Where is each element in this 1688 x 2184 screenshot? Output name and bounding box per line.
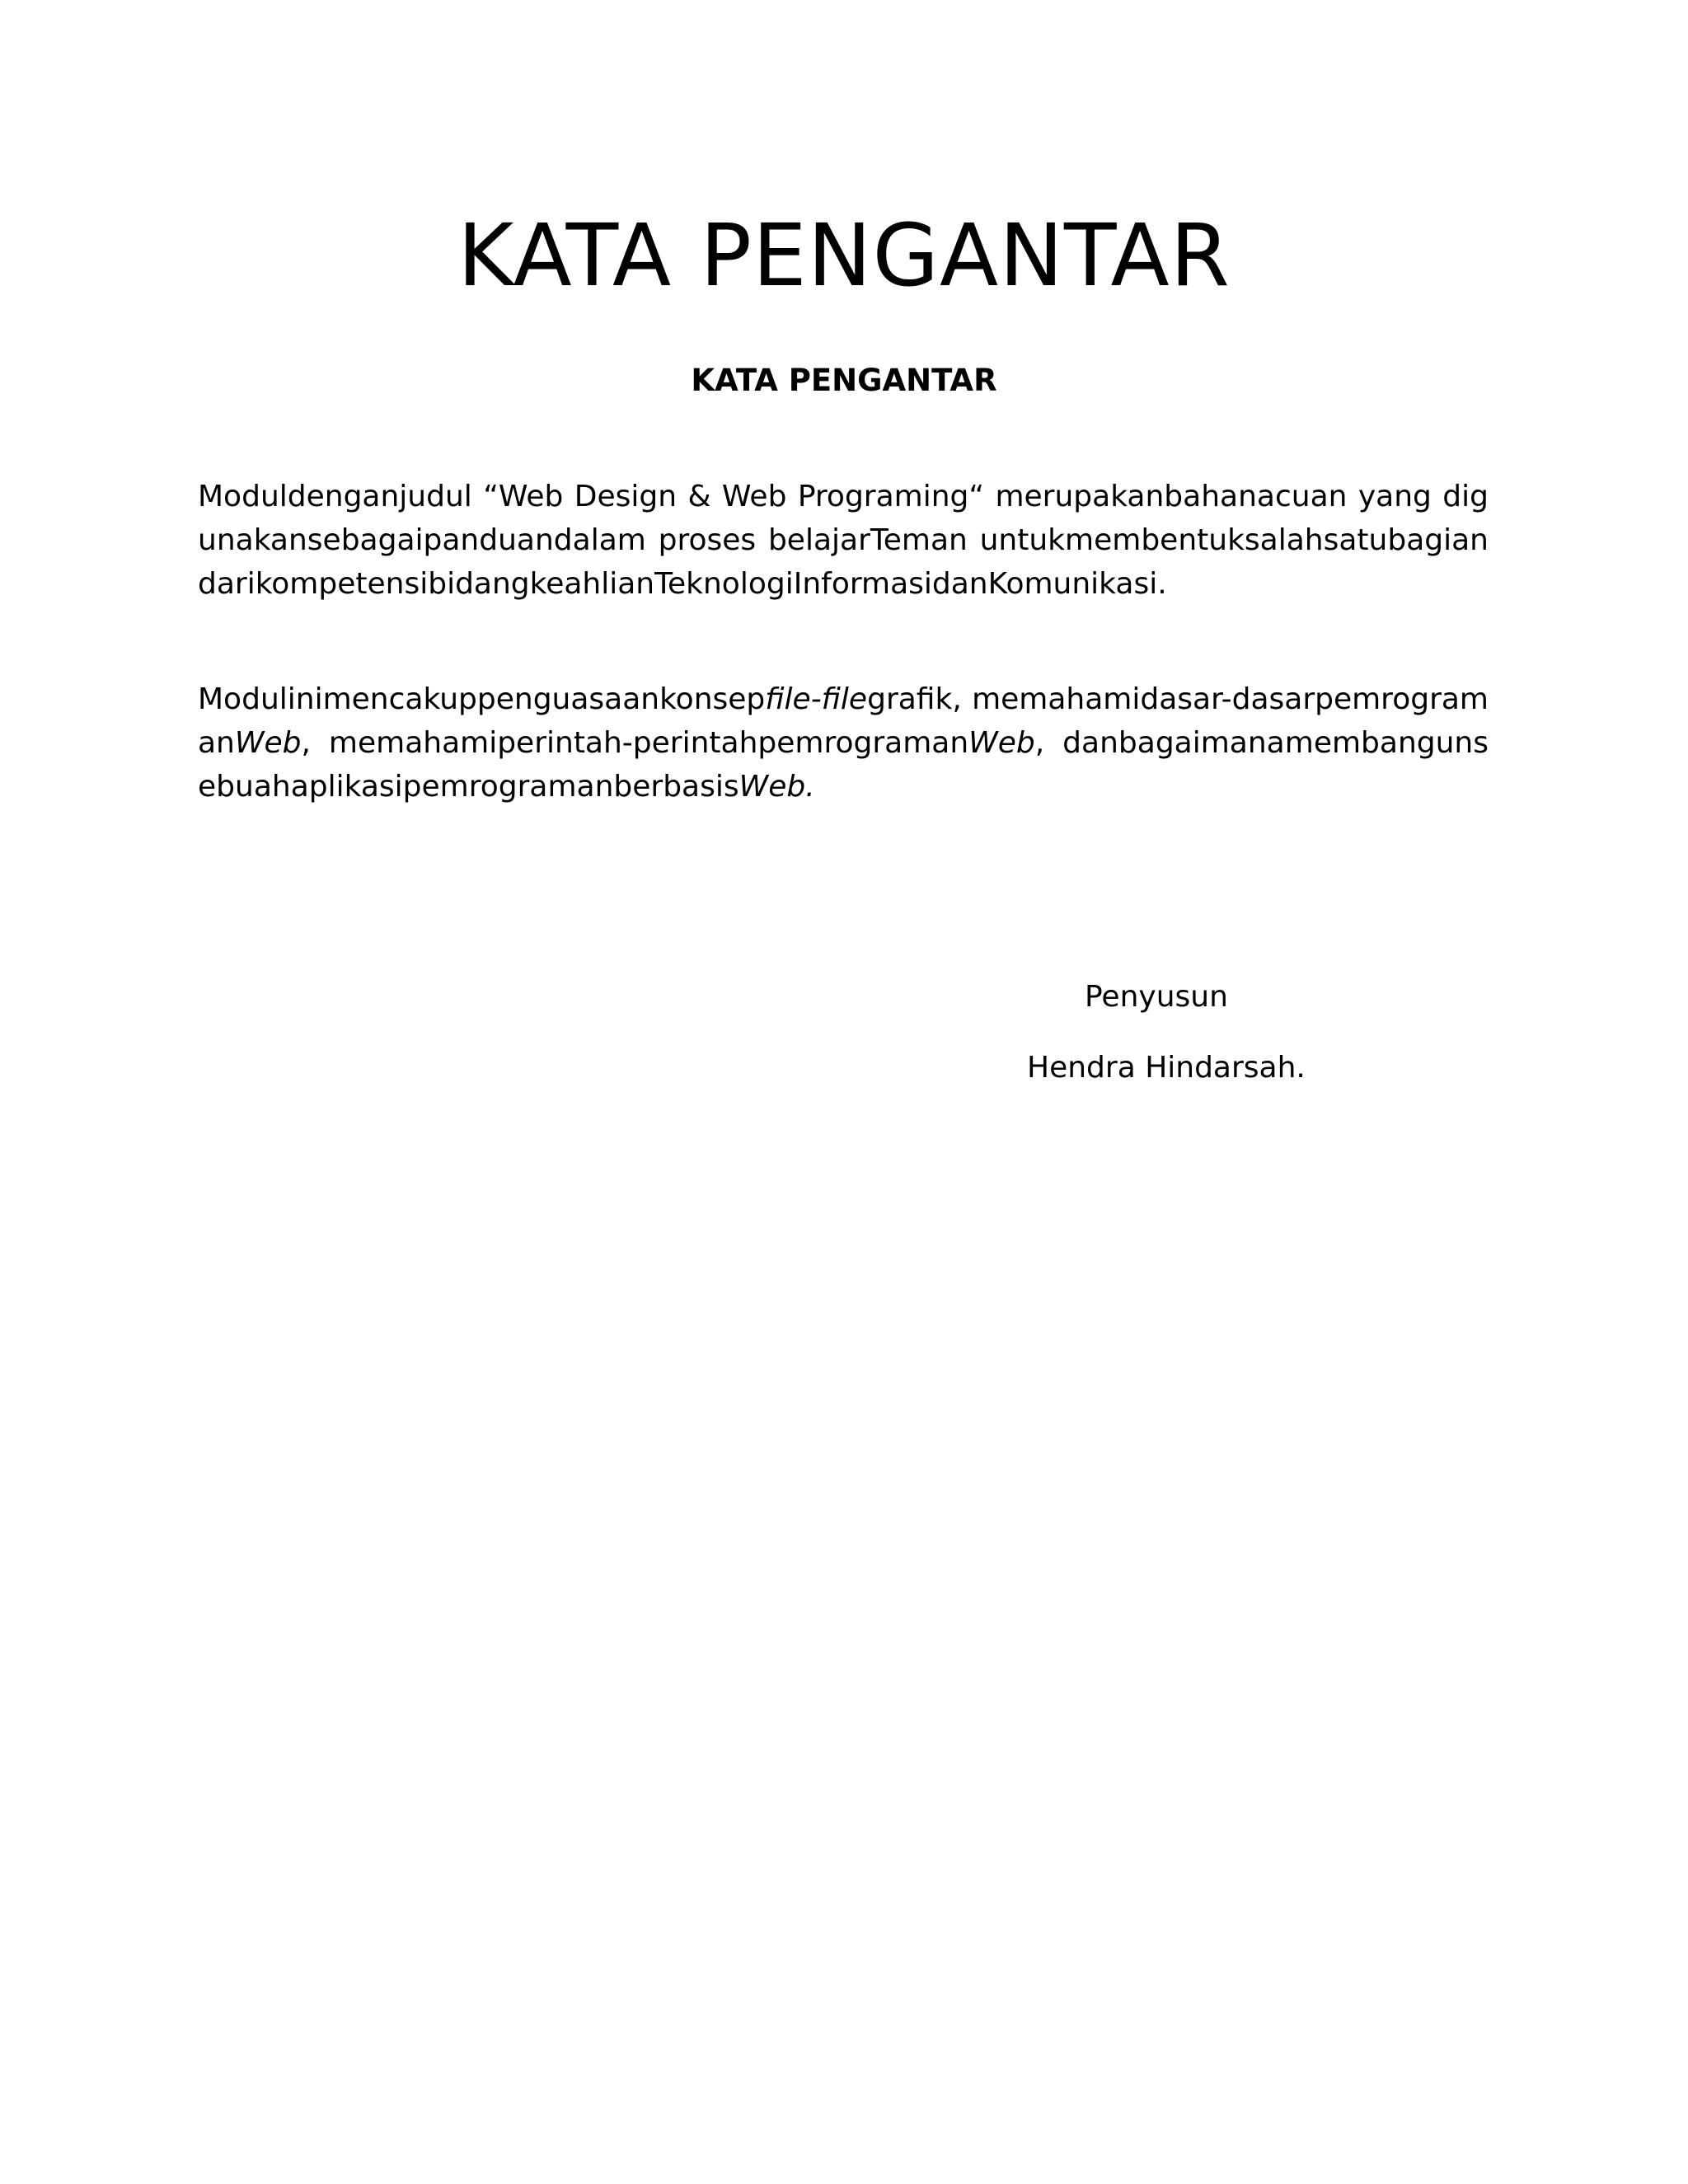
scope-text-4: , danbagaimanamembangunsebuahaplikasipemrogramanberbasis <box>198 726 1489 804</box>
scope-text-2: grafik, memahamidasar-dasarpemrograman <box>198 682 1489 760</box>
intro-rest-text: merupakanbahanacuan yang digunakansebagaipanduandalam proses belajarTeman untukmembentuksalahsatubagiandarikompetensibidangkeahlianTeknologiInformasidanKomunikasi. <box>198 480 1489 601</box>
page-title: KATA PENGANTAR <box>457 205 1231 306</box>
scope-italic-1: file-file <box>765 682 868 716</box>
section-heading: KATA PENGANTAR <box>691 363 997 398</box>
signature-name: Hendra Hindarsah. <box>1027 1051 1306 1085</box>
intro-paragraph <box>198 475 1489 606</box>
module-title-quote: “Web Design & Web Programing“ <box>483 480 985 513</box>
scope-italic-4: Web. <box>738 770 815 804</box>
scope-italic-3: Web <box>968 726 1035 760</box>
scope-text-3: , memahamiperintah-perintahpemrograman <box>301 726 969 760</box>
scope-italic-2: Web <box>234 726 302 760</box>
scope-text-1: Modulinimencakuppenguasaankonsep <box>198 682 766 716</box>
scope-paragraph <box>198 677 1489 808</box>
signature-role: Penyusun <box>1085 980 1228 1014</box>
intro-lead-text: Moduldenganjudul <box>198 480 484 513</box>
